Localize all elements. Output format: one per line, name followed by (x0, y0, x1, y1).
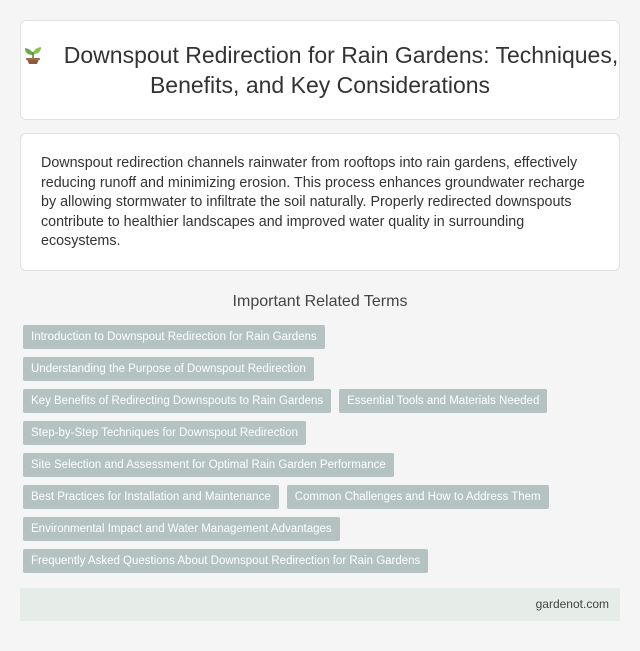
related-term-tag[interactable]: Frequently Asked Questions About Downspout Redirection for Rain Gardens (23, 549, 428, 573)
term-row (23, 325, 623, 357)
related-terms-heading: Important Related Terms (232, 293, 408, 310)
related-term-tag[interactable]: Introduction to Downspout Redirection for Rain Gardens (23, 325, 325, 349)
related-term-tag[interactable]: Key Benefits of Redirecting Downspouts to Rain Gardens (23, 389, 331, 413)
related-term-tag[interactable]: Step-by-Step Techniques for Downspout Redirection (23, 421, 306, 445)
page-title (21, 40, 619, 100)
term-row (23, 389, 623, 421)
related-term-tag[interactable]: Essential Tools and Materials Needed (339, 389, 547, 413)
related-term-tag[interactable]: Best Practices for Installation and Maintenance (23, 485, 279, 509)
term-row (23, 485, 623, 517)
term-row (23, 421, 623, 453)
related-terms-list (23, 325, 623, 581)
footer (20, 588, 620, 621)
summary-text: Downspout redirection channels rainwater from rooftops into rain gardens, effectively reducing runoff and minimizing erosion. This process enhances groundwater recharge by allowing stormwater to infiltrate the soil naturally. Properly redirected downspouts contribute to healthier landscapes and improved water quality in surrounding ecosystems. (41, 155, 585, 249)
seedling-icon (22, 43, 44, 65)
footer-site-link[interactable]: gardenot.com (535, 597, 609, 611)
related-term-tag[interactable]: Understanding the Purpose of Downspout Redirection (23, 357, 314, 381)
page-title-text: Downspout Redirection for Rain Gardens: Techniques, Benefits, and Key Considerations (63, 42, 619, 98)
term-row (23, 517, 623, 549)
summary-card (20, 133, 620, 271)
term-row (23, 549, 623, 581)
title-card (20, 20, 620, 120)
term-row (23, 357, 623, 389)
term-row (23, 453, 623, 485)
related-term-tag[interactable]: Environmental Impact and Water Management Advantages (23, 517, 340, 541)
related-term-tag[interactable]: Common Challenges and How to Address Them (287, 485, 549, 509)
related-term-tag[interactable]: Site Selection and Assessment for Optimal Rain Garden Performance (23, 453, 394, 477)
